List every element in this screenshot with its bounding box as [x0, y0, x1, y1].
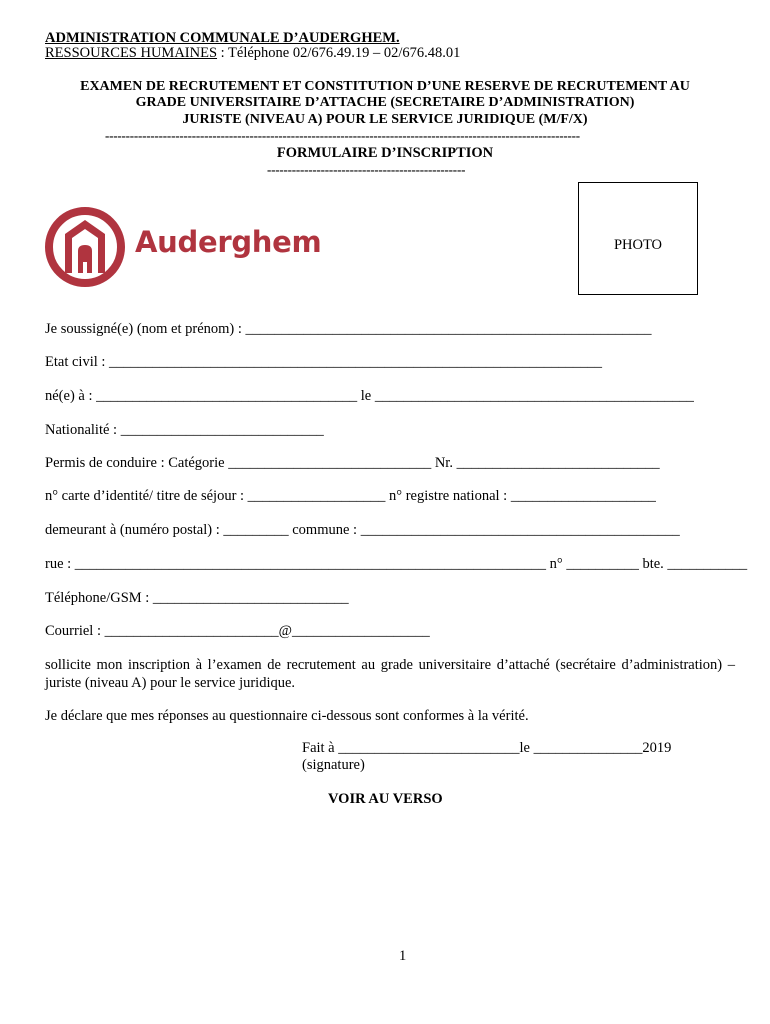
auderghem-logo	[44, 207, 128, 292]
driving-license-field[interactable]: Permis de conduire : Catégorie ____________________________ Nr. ____________________________	[45, 455, 660, 471]
hr-contact-line	[45, 45, 460, 62]
address-field[interactable]: demeurant à (numéro postal) : _________ commune : ____________________________________________	[45, 522, 680, 538]
id-card-field[interactable]: n° carte d’identité/ titre de séjour : ___________________ n° registre national : ____________________	[45, 488, 656, 504]
form-title: FORMULAIRE D’INSCRIPTION	[276, 145, 494, 161]
hr-phone: : Téléphone 02/676.49.19 – 02/676.48.01	[217, 45, 461, 61]
signature-place-date[interactable]: Fait à _________________________le _______________2019	[302, 740, 672, 756]
phone-field[interactable]: Téléphone/GSM : ___________________________	[45, 590, 349, 606]
hr-label: RESSOURCES HUMAINES	[45, 45, 218, 61]
name-field[interactable]: Je soussigné(e) (nom et prénom) : ________________________________________________________	[45, 321, 652, 337]
see-verso: VOIR AU VERSO	[328, 791, 443, 807]
auderghem-logo-icon	[44, 207, 128, 287]
photo-label: PHOTO	[613, 237, 663, 253]
photo-box	[578, 182, 698, 295]
exam-title-line-3: JURISTE (NIVEAU A) POUR LE SERVICE JURIDIQUE (M/F/X)	[182, 112, 588, 127]
exam-title-line-1: EXAMEN DE RECRUTEMENT ET CONSTITUTION D’UNE RESERVE DE RECRUTEMENT AU	[80, 79, 690, 94]
birth-place-date-field[interactable]: né(e) à : ____________________________________ le ____________________________________________	[45, 388, 694, 404]
signature-label: (signature)	[302, 757, 365, 773]
administration-header: ADMINISTRATION COMMUNALE D’AUDERGHEM.	[45, 30, 400, 46]
exam-title-line-2: GRADE UNIVERSITAIRE D’ATTACHE (SECRETAIRE D’ADMINISTRATION)	[135, 95, 635, 110]
nationality-field[interactable]: Nationalité : ____________________________	[45, 422, 324, 438]
email-field[interactable]: Courriel : ________________________@___________________	[45, 623, 430, 639]
civil-status-field[interactable]: Etat civil : ____________________________________________________________________	[45, 354, 603, 370]
title-separator: -------------------------------------------------------------------------------------------------------------------	[105, 128, 580, 143]
page-number: 1	[399, 948, 407, 964]
declaration-paragraph: Je déclare que mes réponses au questionnaire ci-dessous sont conformes à la vérité.	[45, 708, 529, 724]
auderghem-logo-text: Auderghem	[135, 225, 322, 259]
street-field[interactable]: rue : _________________________________________________________________ n° __________ bte. ___________	[45, 556, 748, 572]
request-paragraph: sollicite mon inscription à l’examen de recrutement au grade universitaire d’attaché (secrétaire d’administration) – juriste (niveau A) pour le service juridique.	[45, 657, 735, 691]
form-title-separator: ------------------------------------------------	[267, 162, 466, 177]
